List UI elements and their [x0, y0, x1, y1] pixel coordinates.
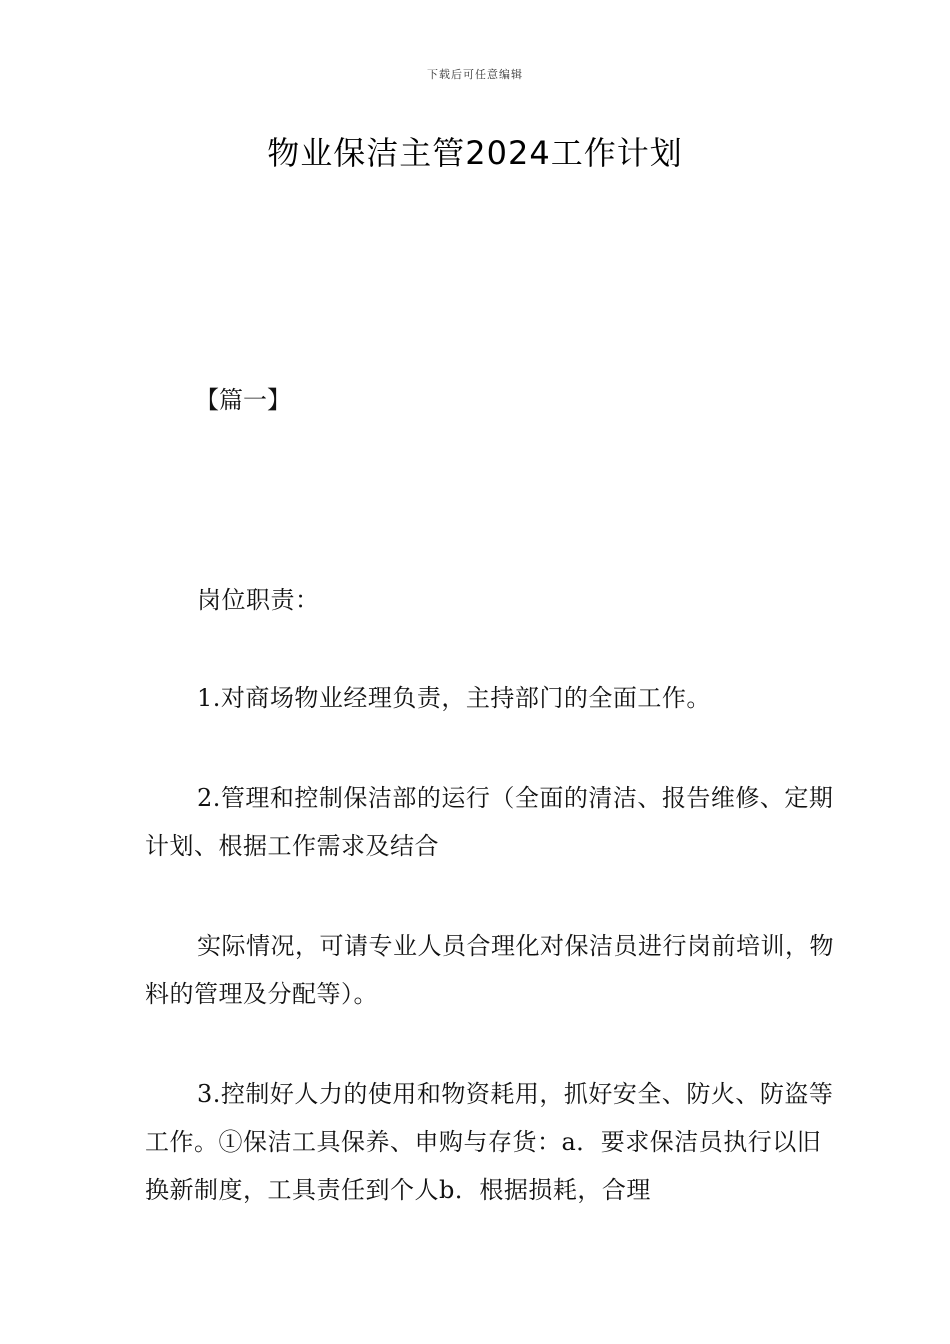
- section-label: 【篇一】: [195, 386, 291, 414]
- paragraph-item-3: 3.控制好人力的使用和物资耗用，抓好安全、防火、防盗等工作。①保洁工具保养、申购与存货：a．要求保洁员执行以旧换新制度，工具责任到个人b．根据损耗，合理: [145, 1080, 834, 1204]
- paragraph-item-2-continued: 实际情况，可请专业人员合理化对保洁员进行岗前培训，物料的管理及分配等）。: [145, 932, 834, 1008]
- paragraph-duties-heading: 岗位职责：: [197, 586, 320, 614]
- paragraph-item-1: 1.对商场物业经理负责，主持部门的全面工作。: [197, 684, 711, 712]
- header-note: 下载后可任意编辑: [427, 68, 523, 81]
- document-title: 物业保洁主管2024工作计划: [267, 134, 683, 172]
- paragraph-item-2: 2.管理和控制保洁部的运行（全面的清洁、报告维修、定期计划、根据工作需求及结合: [145, 784, 834, 860]
